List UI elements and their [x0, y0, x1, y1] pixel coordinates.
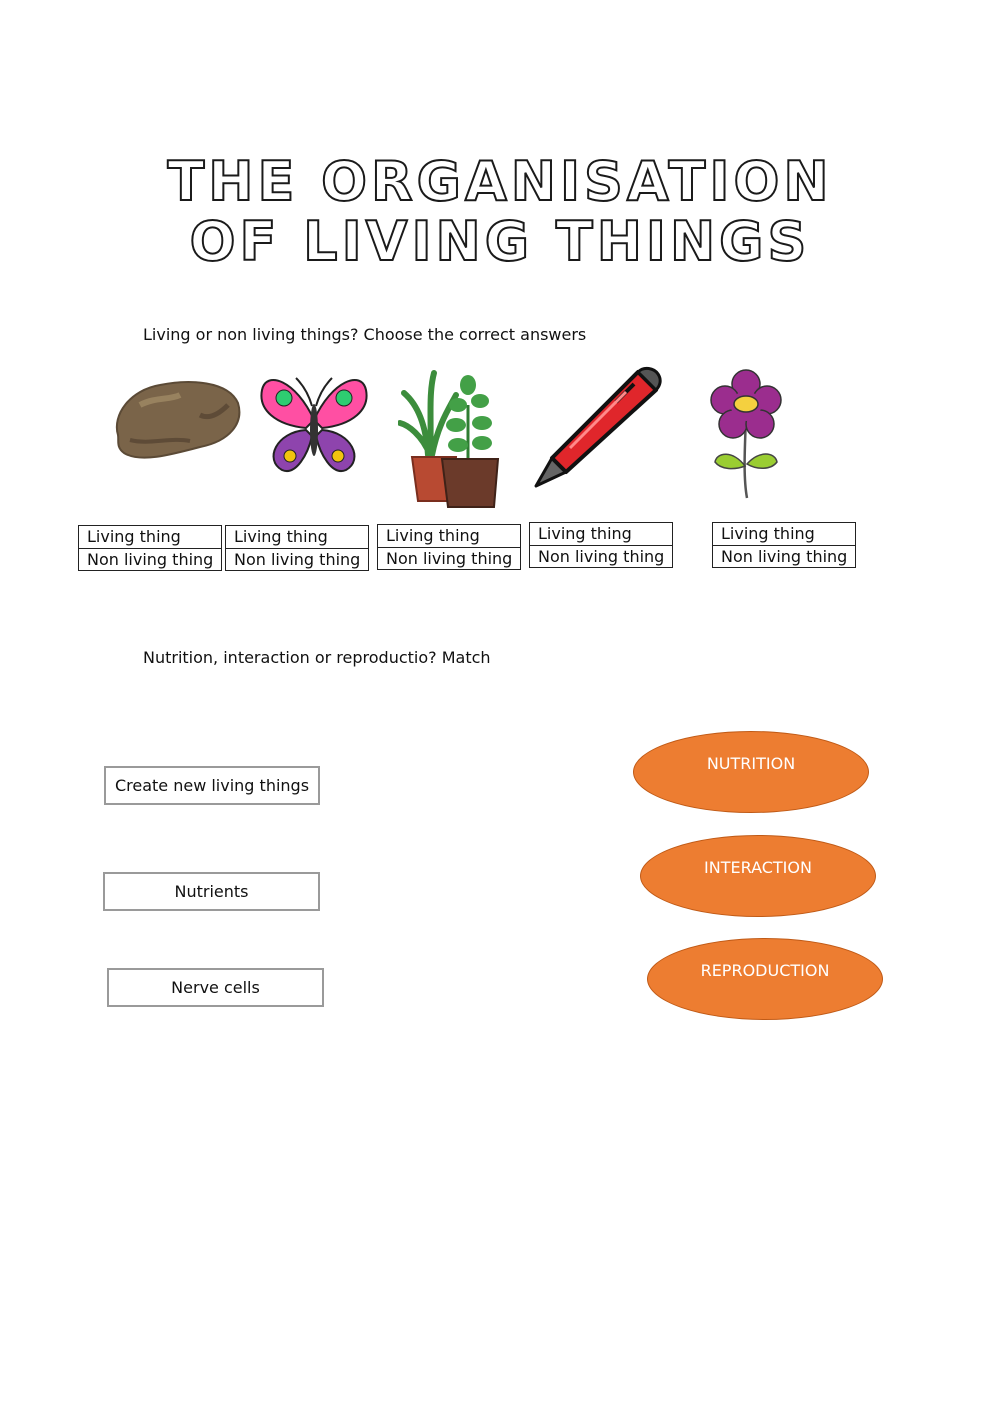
option-non-living-thing[interactable]: Non living thing	[226, 548, 368, 570]
option-living-thing[interactable]: Living thing	[538, 524, 632, 543]
option-living-thing[interactable]: Living thing	[386, 526, 480, 545]
butterfly-icon	[256, 370, 372, 482]
choice-group-plants	[377, 524, 521, 570]
option-living-thing[interactable]: Living thing	[87, 527, 181, 546]
oval-reproduction[interactable]: REPRODUCTION	[647, 938, 883, 1020]
oval-interaction[interactable]: INTERACTION	[640, 835, 876, 917]
worksheet-title	[0, 152, 1000, 272]
option-non-living-thing[interactable]: Non living thing	[378, 547, 520, 569]
option-living-thing[interactable]: Living thing	[234, 527, 328, 546]
option-non-living-thing[interactable]: Non living thing	[713, 545, 855, 567]
title-line-1: THE ORGANISATION	[167, 150, 833, 213]
match-box-nutrients[interactable]: Nutrients	[103, 872, 320, 911]
option-non-living-thing[interactable]: Non living thing	[79, 548, 221, 570]
potted-plants-icon	[398, 365, 506, 509]
match-box-create-new-living-things[interactable]: Create new living things	[104, 766, 320, 805]
choice-group-flower	[712, 522, 856, 568]
section1-instruction: Living or non living things? Choose the correct answers	[143, 325, 587, 344]
pen-icon	[530, 362, 666, 492]
section2-instruction: Nutrition, interaction or reproductio? Match	[143, 648, 491, 667]
rock-icon	[110, 375, 242, 467]
choice-group-rock	[78, 525, 222, 571]
oval-nutrition[interactable]: NUTRITION	[633, 731, 869, 813]
option-non-living-thing[interactable]: Non living thing	[530, 545, 672, 567]
title-line-2: OF LIVING THINGS	[189, 210, 811, 273]
flower-icon	[703, 366, 789, 500]
match-box-nerve-cells[interactable]: Nerve cells	[107, 968, 324, 1007]
choice-group-butterfly	[225, 525, 369, 571]
option-living-thing[interactable]: Living thing	[721, 524, 815, 543]
choice-group-pen	[529, 522, 673, 568]
